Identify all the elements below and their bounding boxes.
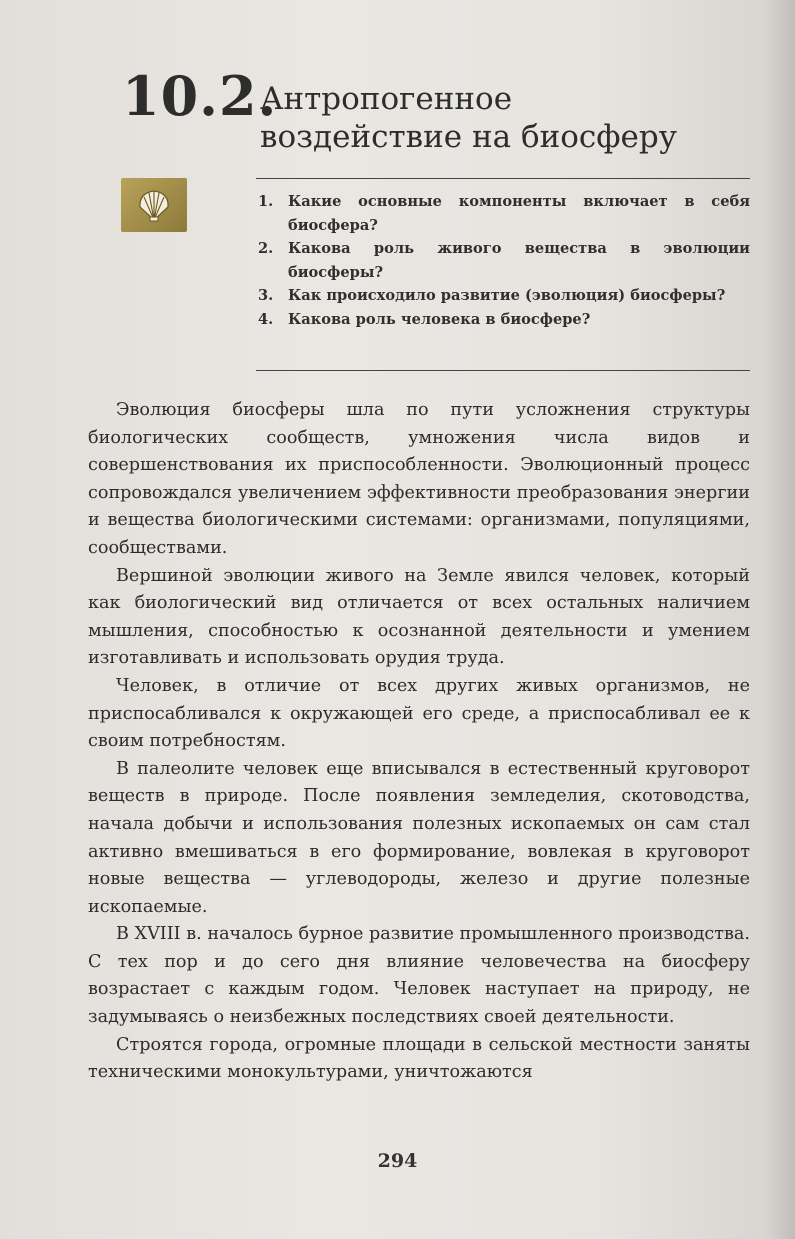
section-heading: [122, 66, 762, 166]
question-text: Какие основные компоненты включает в себя биосфера?: [288, 193, 750, 234]
question-item: [258, 237, 750, 284]
question-text: Как происходило развитие (эволюция) биосферы?: [288, 287, 726, 305]
question-number: 3.: [258, 287, 274, 305]
page-spine-shadow: [765, 0, 795, 1239]
shell-icon: [121, 178, 187, 232]
question-item: [258, 308, 750, 332]
question-number: 2.: [258, 240, 274, 258]
question-item: [258, 190, 750, 237]
body-text: [88, 397, 750, 1087]
section-title-line-2: воздействие на биосферу: [260, 119, 677, 155]
question-item: [258, 284, 750, 308]
section-title-line-1: Антропогенное: [260, 81, 513, 117]
question-number: 4.: [258, 310, 274, 328]
paragraph: Человек, в отличие от всех других живых организмов, не приспосабливался к окружающей его среде, а приспосабливал ее к своим потребностям.: [88, 675, 750, 752]
section-title: [260, 80, 677, 156]
question-text: Какова роль живого вещества в эволюции биосферы?: [288, 240, 750, 281]
paragraph: В палеолите человек еще вписывался в естественный круговорот веществ в природе. После появления земледелия, скотоводства, начала добычи и использования полезных ископаемых он сам стал активно вмешиваться в его формирование, вовлекая в круговорот новые вещества — углеводороды, железо и другие полезные ископаемые.: [88, 758, 750, 917]
questions-top-rule: [256, 178, 750, 179]
page-number: 294: [377, 1150, 418, 1172]
shell-icon-graphic: [136, 187, 172, 223]
review-questions-list: [258, 190, 750, 332]
paragraph: Вершиной эволюции живого на Земле явился человек, который как биологический вид отличается от всех остальных наличием мышления, способностью к осознанной деятельности и умением изготавливать и использовать орудия труда.: [88, 565, 750, 669]
paragraph: Эволюция биосферы шла по пути усложнения структуры биологических сообществ, умножения числа видов и совершенствования их приспособленности. Эволюционный процесс сопровождался увеличением эффективности преобразования энергии и вещества биологическими системами: организмами, популяциями, сообществами.: [88, 400, 750, 558]
paragraph: Строятся города, огромные площади в сельской местности заняты техническими монокультурами, уничтожаются: [88, 1034, 750, 1083]
paragraph: В XVIII в. началось бурное развитие промышленного производства. С тех пор и до сего дня влияние человечества на биосферу возрастает с каждым годом. Человек наступает на природу, не задумываясь о неизбежных последствиях своей деятельности.: [88, 924, 750, 1028]
questions-bottom-rule: [256, 370, 750, 371]
question-number: 1.: [258, 193, 274, 210]
question-text: Какова роль человека в биосфере?: [288, 310, 591, 328]
section-number: 10.2.: [122, 64, 278, 128]
